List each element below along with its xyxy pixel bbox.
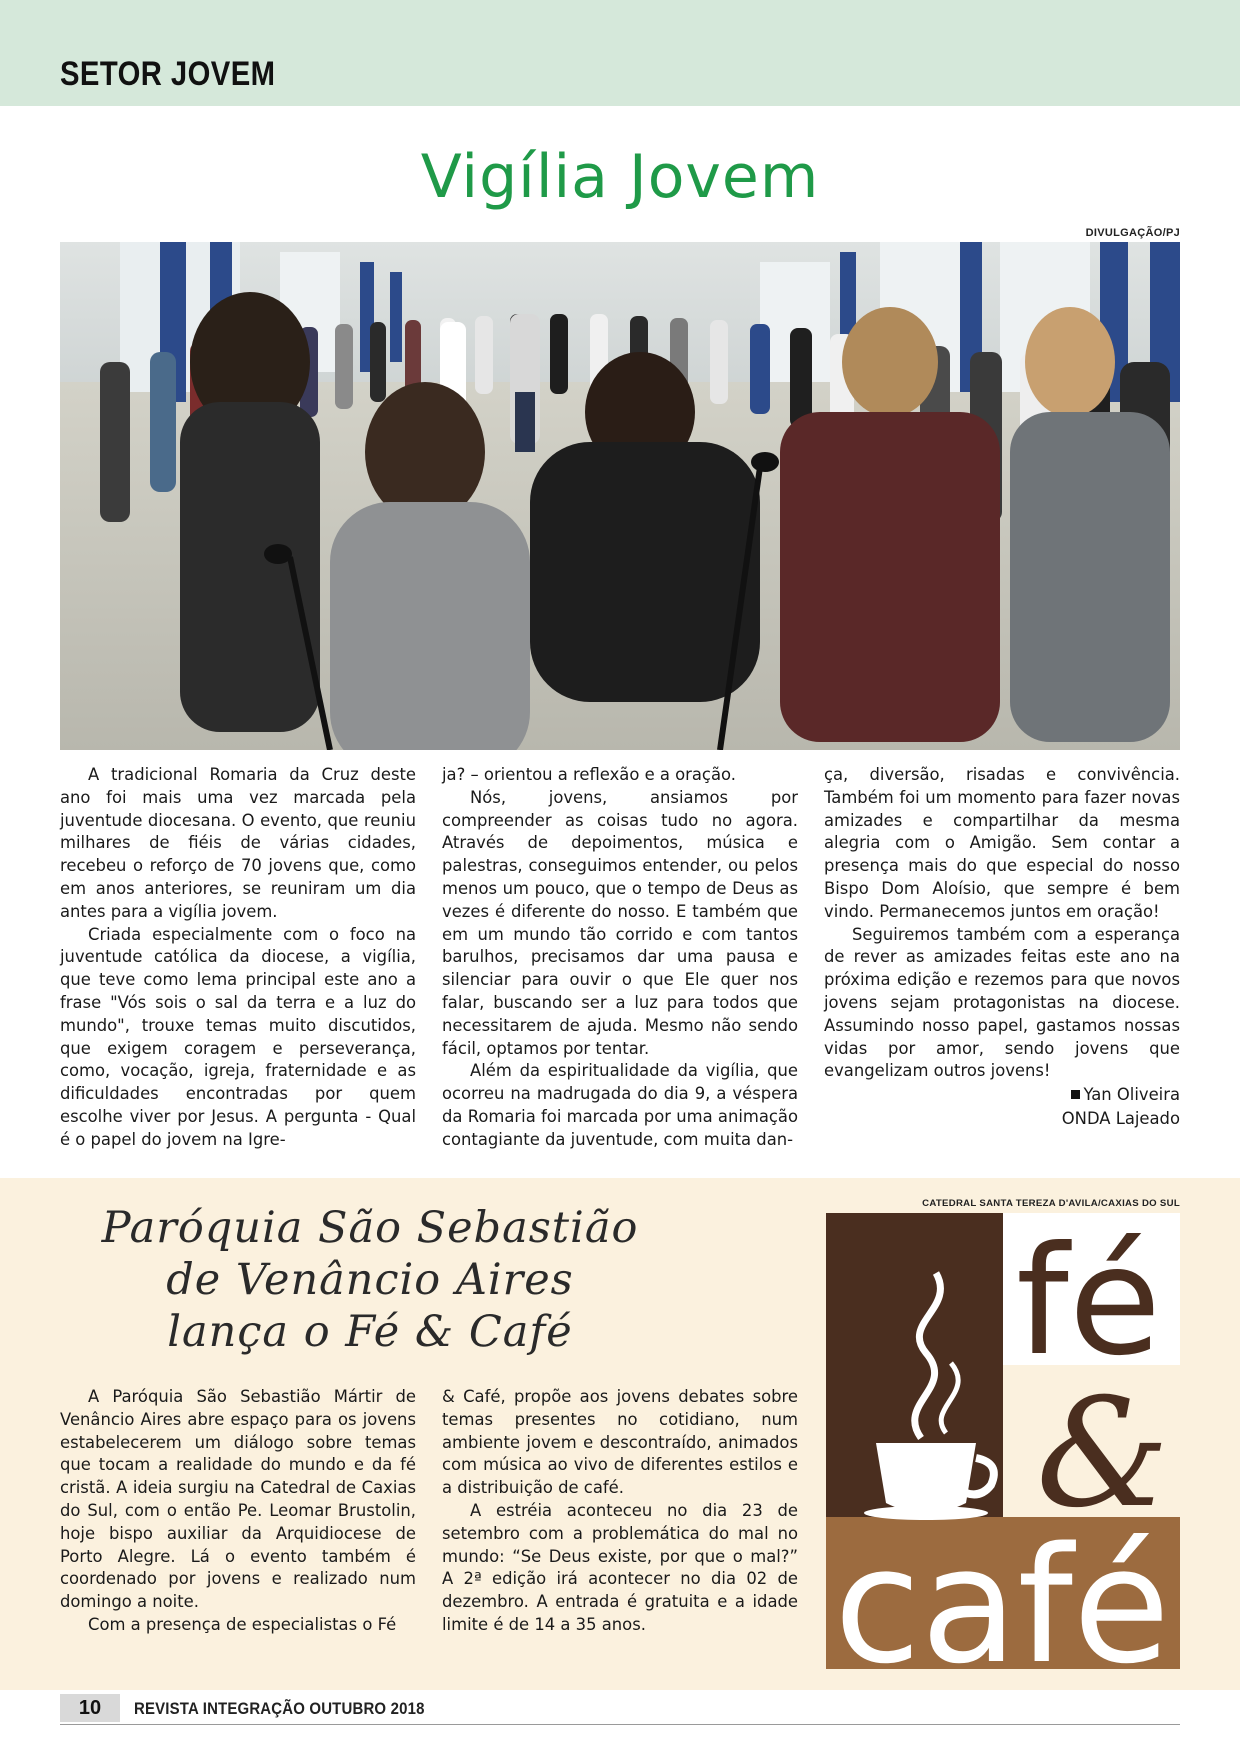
square-bullet-icon (1071, 1090, 1080, 1099)
paragraph: Seguiremos também com a esperança de rever as amizades feitas este ano na próxima edição e rezemos para que novos jovens sejam protagonistas na diocese. Assumindo nosso papel, gastamos nossas vidas por amor, sendo jovens que evangelizam outros jovens! (824, 924, 1180, 1081)
logo-word-cafe: café (834, 1512, 1170, 1669)
article-column-3 (824, 764, 1180, 1131)
cafe-article-title (80, 1202, 660, 1358)
article-column-2 (442, 764, 798, 1152)
logo-ampersand: & (1036, 1367, 1170, 1541)
paragraph: A tradicional Romaria da Cruz deste ano foi mais uma vez marcada pela juventude diocesana. O evento, que reuniu milhares de fiéis de várias cidades, recebeu o reforço de 70 jovens que, como em anos anteriores, se reuniram um dia antes para a vigília jovem. (60, 765, 416, 921)
paragraph: Com a presença de especialistas o Fé (88, 1614, 397, 1634)
footer-divider (60, 1724, 1180, 1725)
paragraph: A Paróquia São Sebastião Mártir de Venâncio Aires abre espaço para os jovens estabelecerem um diálogo sobre temas que tocam a realidade do mundo e da fé cristã. A ideia surgiu na Catedral de Caxias do Sul, com o então Pe. Leomar Brustolin, hoje bispo auxiliar da Arquidiocese de Porto Alegre. Lá o evento também é coordenado por jovens e realizado num domingo a noite. (60, 1387, 416, 1612)
title-line: Paróquia São Sebastião (101, 1203, 639, 1253)
paragraph: A estréia aconteceu no dia 23 de setembro com a problemática do mal no mundo: “Se Deus existe, por que o mal?” A 2ª edição irá acontecer no dia 02 de dezembro. A entrada é gratuita e a idade limite é de 14 a 35 anos. (442, 1500, 798, 1634)
section-header (0, 0, 1240, 106)
article-column-1 (60, 764, 416, 1152)
section-label: SETOR JOVEM (60, 55, 276, 93)
paragraph: & Café, propõe aos jovens debates sobre temas presentes no cotidiano, num ambiente jovem e descontraído, animados com música ao vivo de diferentes estilos e a distribuição de café. (442, 1387, 798, 1498)
author-name: Yan Oliveira (1083, 1085, 1180, 1105)
paragraph: Nós, jovens, ansiamos por compreender as coisas tudo no agora. Através de depoimentos, música e palestras, conseguimos entender, ou pelos menos um pouco, que o tempo de Deus as vezes é diferente do nosso. E também que em um mundo tão corrido e com tantos barulhos, precisamos dar uma pausa e silenciar para ouvir o que Ele quer nos falar, buscando ser a luz para todos que necessitarem de ajuda. Mesmo não sendo fácil, optamos por tentar. (442, 787, 798, 1058)
cafe-column-1 (60, 1386, 416, 1637)
author-signature (824, 1083, 1180, 1131)
publication-name: REVISTA INTEGRAÇÃO OUTUBRO 2018 (134, 1699, 425, 1718)
article-photo (60, 242, 1180, 750)
author-organization: ONDA Lajeado (1061, 1109, 1180, 1129)
fe-cafe-logo (826, 1213, 1180, 1669)
photo-illustration (60, 242, 1180, 750)
fe-cafe-logo-graphic (826, 1213, 1180, 1669)
page-number: 10 (60, 1694, 120, 1722)
title-line: de Venâncio Aires (166, 1255, 574, 1305)
paragraph: Além da espiritualidade da vigília, que ocorreu na madrugada do dia 9, a véspera da Romaria foi marcada por uma animação contagiante da juventude, com muita dan- (442, 1061, 798, 1149)
title-line: lança o Fé & Café (167, 1307, 573, 1357)
paragraph: Criada especialmente com o foco na juventude católica da diocese, a vigília, que teve como lema principal este ano a frase "Vós sois o sal da terra e a luz do mundo", trouxe temas muito discutidos, que exigem coragem e perseverança, como, vocação, igreja, fraternidade e as dificuldades encontradas por quem escolhe viver por Jesus. A pergunta - Qual é o papel do jovem na Igre- (60, 924, 416, 1149)
article-title: Vigília Jovem (420, 142, 820, 212)
photo-credit: DIVULGAÇÃO/PJ (1085, 227, 1180, 239)
logo-credit: CATEDRAL SANTA TEREZA D'AVILA/CAXIAS DO SUL (922, 1198, 1180, 1209)
paragraph: ja? – orientou a reflexão e a oração. (442, 765, 736, 784)
paragraph: ça, diversão, risadas e convivência. Também foi um momento para fazer novas amizades e compartilhar da mesma alegria com o Amigão. Sem contar a presença mais do que especial do nosso Bispo Dom Aloísio, que sempre é bem vindo. Permanecemos juntos em oração! (824, 765, 1180, 921)
logo-word-fe: fé (1016, 1215, 1162, 1389)
cafe-column-2 (442, 1386, 798, 1637)
